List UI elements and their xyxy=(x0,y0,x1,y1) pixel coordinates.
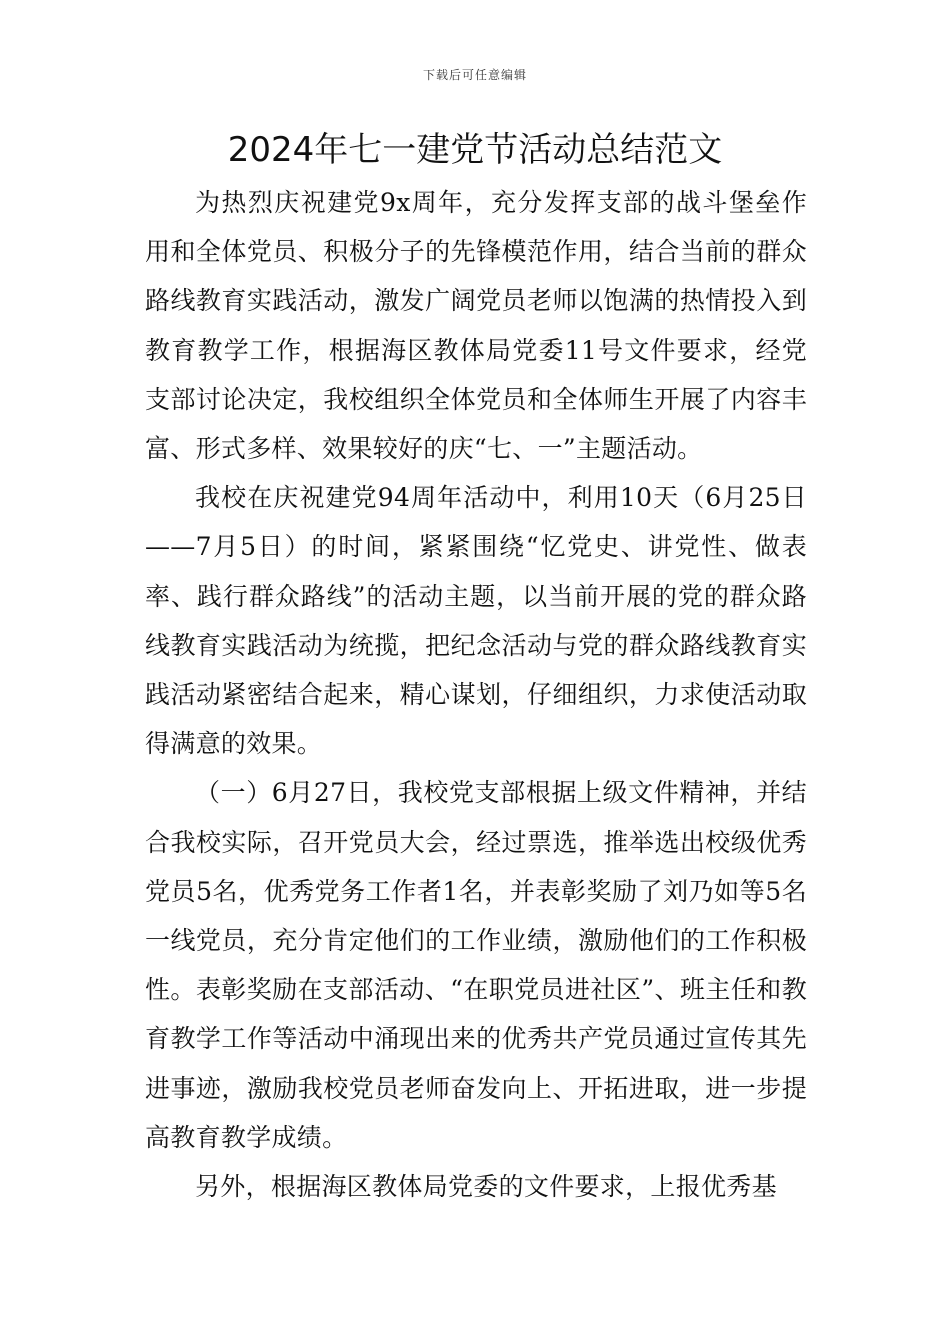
paragraph-1: 为热烈庆祝建党9x周年，充分发挥支部的战斗堡垒作用和全体党员、积极分子的先锋模范作用，结合当前的群众路线教育实践活动，激发广阔党员老师以饱满的热情投入到教育教学工作，根据海区教体局党委11号文件要求，经党支部讨论决定，我校组织全体党员和全体师生开展了内容丰富、形式多样、效果较好的庆“七、一”主题活动。 xyxy=(145,188,807,464)
paragraph-2: 我校在庆祝建党94周年活动中，利用10天（6月25日——7月5日）的时间，紧紧围绕“忆党史、讲党性、做表率、践行群众路线”的活动主题，以当前开展的党的群众路线教育实践活动为统揽，把纪念活动与党的群众路线教育实践活动紧密结合起来，精心谋划，仔细组织，力求使活动取得满意的效果。 xyxy=(145,483,807,759)
document-title: 2024年七一建党节活动总结范文 xyxy=(227,130,723,170)
header-note: 下载后可任意编辑 xyxy=(422,68,527,82)
paragraph-4: 另外，根据海区教体局党委的文件要求，上报优秀基 xyxy=(195,1172,777,1202)
document-body xyxy=(145,178,807,1211)
paragraph-3: （一）6月27日，我校党支部根据上级文件精神，并结合我校实际，召开党员大会，经过票选，推举选出校级优秀党员5名，优秀党务工作者1名，并表彰奖励了刘乃如等5名一线党员，充分肯定他们的工作业绩，激励他们的工作积极性。表彰奖励在支部活动、“在职党员进社区”、班主任和教育教学工作等活动中涌现出来的优秀共产党员通过宣传其先进事迹，激励我校党员老师奋发向上、开拓进取，进一步提高教育教学成绩。 xyxy=(145,778,807,1152)
